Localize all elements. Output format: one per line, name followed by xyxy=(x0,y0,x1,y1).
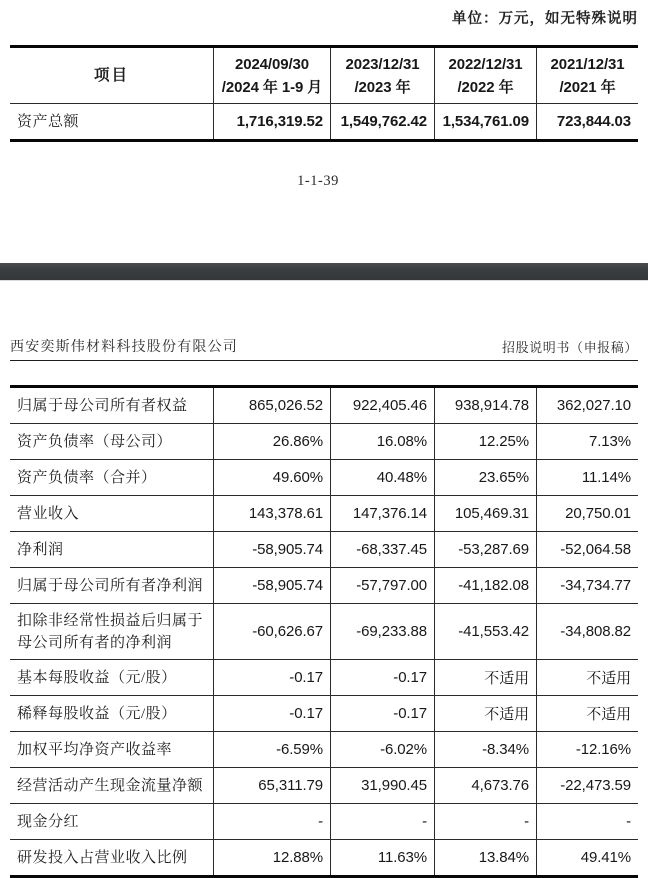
table-row xyxy=(10,104,638,139)
table-row xyxy=(10,768,638,804)
table-row xyxy=(10,496,638,532)
row-value: 1,534,761.09 xyxy=(434,104,536,139)
table-row xyxy=(10,532,638,568)
header-period-line1: 2023/12/31 xyxy=(345,55,420,73)
row-value: 7.13% xyxy=(536,424,638,459)
row-value: -22,473.59 xyxy=(536,768,638,803)
header-cell-period xyxy=(536,48,638,103)
page2-running-header xyxy=(10,336,638,361)
table-row xyxy=(10,604,638,660)
header-cell-period xyxy=(434,48,536,103)
row-value: 26.86% xyxy=(213,424,330,459)
row-value: - xyxy=(536,804,638,839)
row-value: 不适用 xyxy=(536,696,638,731)
table-row xyxy=(10,696,638,732)
row-label: 归属于母公司所有者净利润 xyxy=(17,577,204,594)
row-label: 资产负债率（母公司） xyxy=(17,433,173,450)
table-row xyxy=(10,424,638,460)
table-row xyxy=(10,732,638,768)
table-row xyxy=(10,804,638,840)
row-value: 865,026.52 xyxy=(213,388,330,423)
row-value: 1,716,319.52 xyxy=(213,104,330,139)
row-value: 105,469.31 xyxy=(434,496,536,531)
row-value: - xyxy=(434,804,536,839)
row-value: 4,673.76 xyxy=(434,768,536,803)
table-row xyxy=(10,568,638,604)
row-value: 922,405.46 xyxy=(330,388,434,423)
row-value: -0.17 xyxy=(213,660,330,695)
table-row xyxy=(10,840,638,875)
row-value: 49.41% xyxy=(536,840,638,875)
row-value: 16.08% xyxy=(330,424,434,459)
row-value: 23.65% xyxy=(434,460,536,495)
row-value: 不适用 xyxy=(536,660,638,695)
row-value: 40.48% xyxy=(330,460,434,495)
row-label: 资产总额 xyxy=(17,113,80,130)
row-label: 营业收入 xyxy=(17,505,80,522)
row-value: -41,182.08 xyxy=(434,568,536,603)
company-name: 西安奕斯伟材料科技股份有限公司 xyxy=(10,340,238,355)
row-value: 11.14% xyxy=(536,460,638,495)
row-value: -58,905.74 xyxy=(213,532,330,567)
table-row xyxy=(10,660,638,696)
row-value: 12.25% xyxy=(434,424,536,459)
row-value: -0.17 xyxy=(330,660,434,695)
header-cell-period xyxy=(330,48,434,103)
row-value: -41,553.42 xyxy=(434,604,536,659)
row-value: -34,808.82 xyxy=(536,604,638,659)
row-label: 扣除非经常性损益后归属于母公司所有者的净利润 xyxy=(17,612,204,651)
header-period-line2: /2024 年 1-9 月 xyxy=(221,78,323,96)
row-value: 不适用 xyxy=(434,660,536,695)
financial-indicators-table xyxy=(10,385,638,878)
row-value: 20,750.01 xyxy=(536,496,638,531)
table-row xyxy=(10,388,638,424)
header-period-line2: /2022 年 xyxy=(457,78,514,96)
row-label: 资产负债率（合并） xyxy=(17,469,157,486)
row-value: -68,337.45 xyxy=(330,532,434,567)
row-value: -0.17 xyxy=(330,696,434,731)
summary-table xyxy=(10,45,638,142)
row-value: 31,990.45 xyxy=(330,768,434,803)
row-label: 经营活动产生现金流量净额 xyxy=(17,777,204,794)
page-number: 1-1-39 xyxy=(297,173,339,189)
row-label: 研发投入占营业收入比例 xyxy=(17,849,188,866)
header-period-line2: /2021 年 xyxy=(559,78,616,96)
row-value: - xyxy=(330,804,434,839)
row-value: 49.60% xyxy=(213,460,330,495)
header-cell-period xyxy=(213,48,330,103)
row-value: - xyxy=(213,804,330,839)
header-period-line1: 2024/09/30 xyxy=(234,55,310,73)
financial-indicators-table-body xyxy=(10,388,638,875)
row-value: -69,233.88 xyxy=(330,604,434,659)
row-value: 147,376.14 xyxy=(330,496,434,531)
row-value: 938,914.78 xyxy=(434,388,536,423)
row-value: -6.02% xyxy=(330,732,434,767)
row-value: -52,064.58 xyxy=(536,532,638,567)
row-value: 362,027.10 xyxy=(536,388,638,423)
row-value: 12.88% xyxy=(213,840,330,875)
row-value: -53,287.69 xyxy=(434,532,536,567)
row-value: -12.16% xyxy=(536,732,638,767)
row-label: 净利润 xyxy=(17,541,64,558)
row-label: 加权平均净资产收益率 xyxy=(17,741,173,758)
row-value: 65,311.79 xyxy=(213,768,330,803)
header-period-line1: 2022/12/31 xyxy=(448,55,523,73)
table-row xyxy=(10,460,638,496)
row-value: -0.17 xyxy=(213,696,330,731)
unit-note: 单位：万元，如无特殊说明 xyxy=(452,11,638,27)
row-value: 不适用 xyxy=(434,696,536,731)
header-cell-item: 项目 xyxy=(93,66,129,84)
row-value: -34,734.77 xyxy=(536,568,638,603)
row-value: 723,844.03 xyxy=(536,104,638,139)
summary-table-header-row xyxy=(10,48,638,104)
header-period-line2: /2023 年 xyxy=(354,78,411,96)
header-period-line1: 2021/12/31 xyxy=(550,55,625,73)
document-type-label: 招股说明书（申报稿） xyxy=(501,340,638,355)
row-label: 归属于母公司所有者权益 xyxy=(17,397,188,414)
row-value: -57,797.00 xyxy=(330,568,434,603)
row-label: 稀释每股收益（元/股） xyxy=(17,705,177,722)
row-value: 11.63% xyxy=(330,840,434,875)
row-value: -60,626.67 xyxy=(213,604,330,659)
row-value: -8.34% xyxy=(434,732,536,767)
row-value: 13.84% xyxy=(434,840,536,875)
row-label: 基本每股收益（元/股） xyxy=(17,669,177,686)
row-label: 现金分红 xyxy=(17,813,80,830)
page-gap-band xyxy=(0,263,648,281)
row-value: 143,378.61 xyxy=(213,496,330,531)
row-value: -6.59% xyxy=(213,732,330,767)
summary-table-body xyxy=(10,104,638,139)
row-value: -58,905.74 xyxy=(213,568,330,603)
row-value: 1,549,762.42 xyxy=(330,104,434,139)
